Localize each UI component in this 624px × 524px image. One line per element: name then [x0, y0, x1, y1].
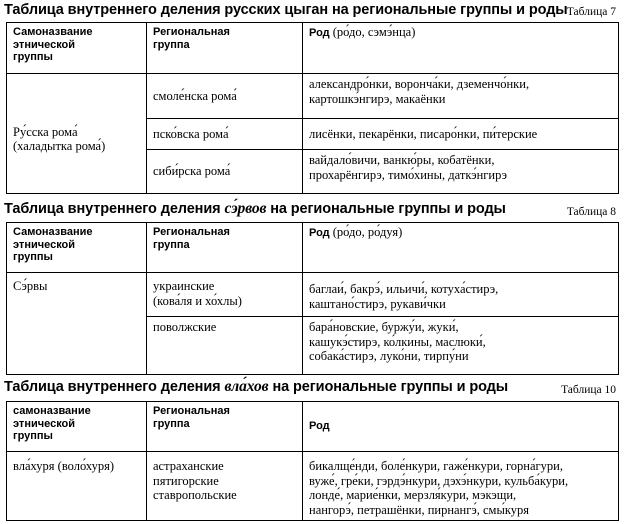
table-header-row — [7, 402, 619, 452]
clan-list-cell: бикалще́нди, боле́нкури, гаже́нкури, горна́гури, вуже́, гре́ки, гэрдэ́нкури, дэхэ́нкури, кульба́кури, лонде́, марие́нки, мерзля́кури, мэкэщи, нангорэ́, петрашёнки, пирнангэ́, смы́куря — [303, 452, 619, 521]
group-name-cell: вла́хуря (воло́хуря) — [7, 452, 147, 521]
group-name-cell: Сэ́рвы — [7, 273, 147, 375]
regional-group-cell: смоле́нска рома́ — [147, 74, 303, 119]
header-regional-group: Региональная группа — [147, 223, 303, 273]
table-row — [7, 452, 619, 521]
table-row — [7, 273, 619, 317]
header-self-name: Самоназвание этнической группы — [7, 223, 147, 273]
table-10-number: Таблица 10 — [561, 384, 616, 396]
header-self-name: самоназвание этнической группы — [7, 402, 147, 452]
group-name-cell: Ру́сска рома́ (халадытка рома́) — [7, 74, 147, 194]
regional-group-cell: поволжские — [147, 317, 303, 375]
table-7-title: Таблица внутреннего деления русских цыган на региональные группы и роды — [4, 2, 568, 18]
header-clan: Род (ро́до, ро́дуя) — [303, 223, 619, 273]
header-self-name: Самоназвание этнической группы — [7, 23, 147, 74]
table-row — [7, 74, 619, 119]
table-8 — [6, 222, 619, 375]
regional-group-cell: украинские (кова́ля и хо́хлы) — [147, 273, 303, 317]
clan-list-cell: баглаи́, бакрэ́, ильичи́, котуха́стирэ, каштано́стирэ, рукави́чки — [303, 273, 619, 317]
header-clan: Род (ро́до, сэмэ́нца) — [303, 23, 619, 74]
clan-list-cell: вайдало́вичи, ванкю́ры, кобатёнки, прохарёнгирэ, тимо́хины, даткэ́нгирэ — [303, 150, 619, 194]
header-clan: Род — [303, 402, 619, 452]
clan-list-cell: бара́новские, буржу́и, жуки́, кашукэ́стирэ, ко́лкины, маслюки́, собака́стирэ, луко́ни, тирпу́ни — [303, 317, 619, 375]
regional-group-cell: сиби́рска рома́ — [147, 150, 303, 194]
table-10-title: Таблица внутреннего деления вла́хов на региональные группы и роды — [4, 378, 509, 395]
header-regional-group: Региональная группа — [147, 23, 303, 74]
regional-group-cell: пско́вска рома́ — [147, 119, 303, 150]
clan-list-cell: лисёнки, пекарёнки, писаро́нки, пи́терские — [303, 119, 619, 150]
header-regional-group: Региональная группа — [147, 402, 303, 452]
table-10 — [6, 401, 619, 521]
clan-list-cell: александро́нки, воронча́ки, дземенчо́нки, картошкэ́нгирэ, макаёнки — [303, 74, 619, 119]
table-header-row — [7, 23, 619, 74]
table-8-title: Таблица внутреннего деления сэ́рвов на региональные группы и роды — [4, 200, 506, 217]
table-7 — [6, 22, 619, 194]
table-8-number: Таблица 8 — [566, 206, 616, 218]
table-7-number: Таблица 7 — [566, 6, 616, 18]
regional-group-cell: астраханские пятигорские ставропольские — [147, 452, 303, 521]
table-header-row — [7, 223, 619, 273]
